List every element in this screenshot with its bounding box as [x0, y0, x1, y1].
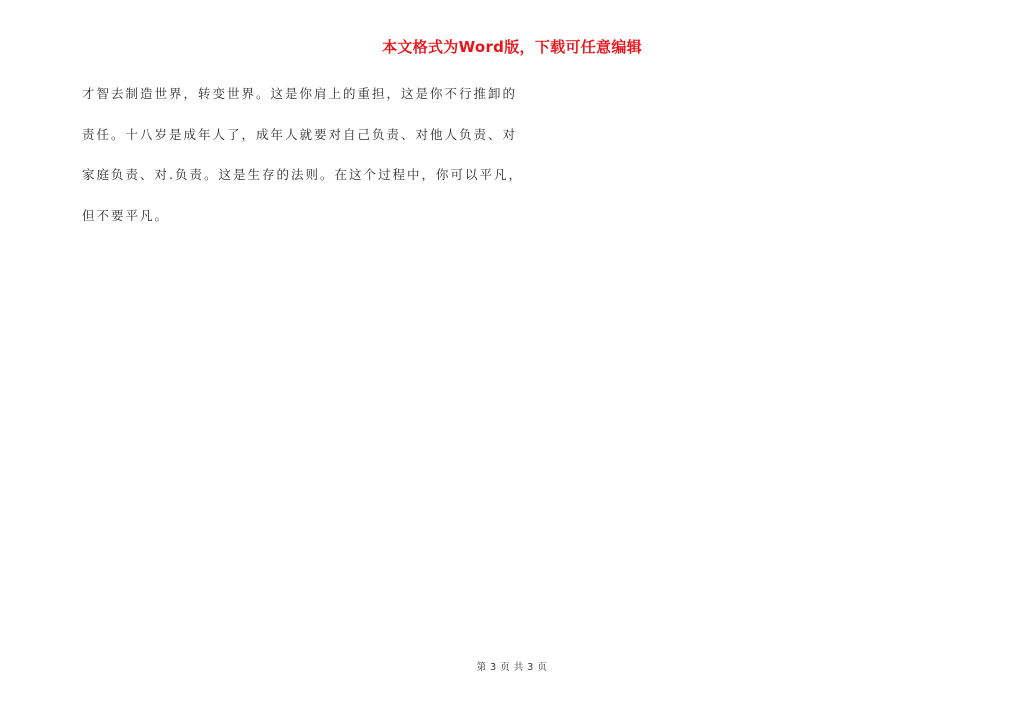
body-text-line: 才智去制造世界，转变世界。这是你肩上的重担，这是你不行推卸的 — [82, 86, 518, 101]
page-number-footer: 第 3 页 共 3 页 — [476, 662, 548, 673]
document-body — [82, 84, 523, 246]
body-text-line: 家庭负责、对.负责。这是生存的法则。在这个过程中，你可以平凡， — [82, 167, 523, 182]
page-title-banner: 本文格式为Word版，下载可任意编辑 — [382, 38, 642, 56]
body-text-line: 责任。十八岁是成年人了，成年人就要对自己负责、对他人负责、对 — [82, 126, 518, 142]
body-text-line: 但不要平凡。 — [82, 207, 170, 223]
